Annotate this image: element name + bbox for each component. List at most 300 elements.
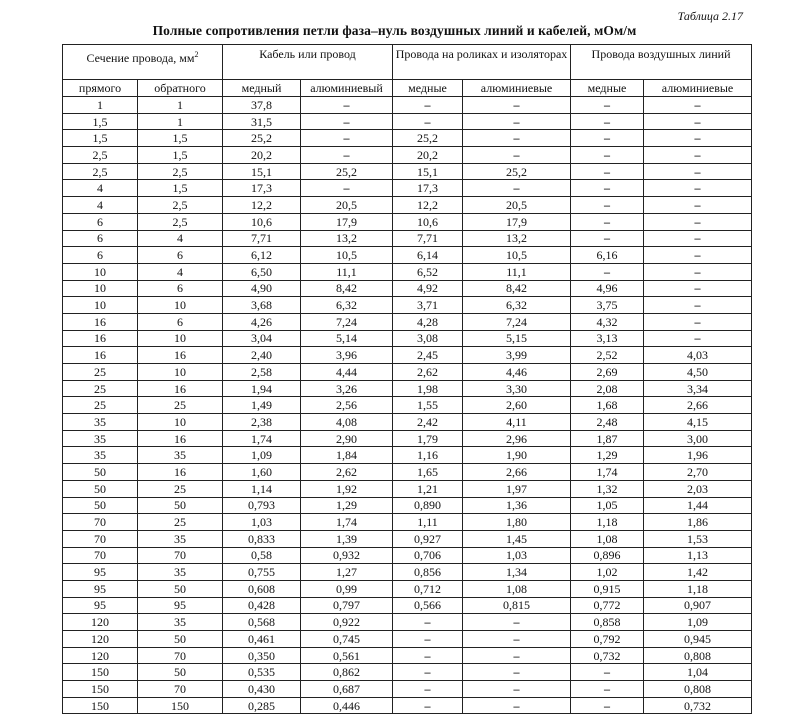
cell-cable-aluminum: 6,32	[301, 297, 393, 314]
table-row	[63, 681, 752, 698]
cell-cable-aluminum: 2,90	[301, 430, 393, 447]
cell-direct: 1,5	[63, 130, 138, 147]
cell-rollers-aluminum: 7,24	[463, 313, 571, 330]
cell-rollers-copper: 0,706	[393, 547, 463, 564]
cell-rollers-copper: 6,52	[393, 263, 463, 280]
cell-cable-aluminum: –	[301, 147, 393, 164]
table-row	[63, 447, 752, 464]
cell-cable-copper: 1,49	[223, 397, 301, 414]
cell-cable-copper: 31,5	[223, 113, 301, 130]
cell-cable-aluminum: 1,92	[301, 480, 393, 497]
cell-cable-copper: 15,1	[223, 163, 301, 180]
cell-rollers-aluminum: –	[463, 664, 571, 681]
table-row	[63, 514, 752, 531]
cell-cable-copper: 7,71	[223, 230, 301, 247]
cell-direct: 2,5	[63, 147, 138, 164]
cell-rollers-copper: 0,890	[393, 497, 463, 514]
cell-overhead-aluminum: 2,66	[644, 397, 752, 414]
header-rollers-aluminum: алюминиевые	[463, 80, 571, 97]
cell-rollers-copper: 3,08	[393, 330, 463, 347]
cell-rollers-aluminum: –	[463, 147, 571, 164]
table-row	[63, 664, 752, 681]
cell-return: 10	[138, 330, 223, 347]
cell-overhead-copper: –	[571, 163, 644, 180]
table-title: Полные сопротивления петли фаза–нуль воздушных линий и кабелей, мОм/м	[152, 23, 637, 38]
cell-cable-copper: 17,3	[223, 180, 301, 197]
cell-overhead-copper: –	[571, 147, 644, 164]
cell-rollers-copper: 12,2	[393, 197, 463, 214]
cell-rollers-aluminum: –	[463, 647, 571, 664]
cell-overhead-aluminum: –	[644, 247, 752, 264]
cell-overhead-copper: 6,16	[571, 247, 644, 264]
cell-rollers-aluminum: 3,99	[463, 347, 571, 364]
header-cable-copper: медный	[223, 80, 301, 97]
cell-cable-copper: 0,58	[223, 547, 301, 564]
cell-cable-copper: 1,03	[223, 514, 301, 531]
cell-direct: 4	[63, 197, 138, 214]
cell-cable-copper: 1,74	[223, 430, 301, 447]
cell-rollers-aluminum: 11,1	[463, 263, 571, 280]
cell-cable-copper: 0,430	[223, 681, 301, 698]
cell-cable-aluminum: 8,42	[301, 280, 393, 297]
cell-cable-aluminum: 25,2	[301, 163, 393, 180]
header-row-groups	[63, 45, 752, 80]
cell-cable-aluminum: 0,797	[301, 597, 393, 614]
cell-cable-aluminum: –	[301, 180, 393, 197]
cell-rollers-copper: 0,712	[393, 580, 463, 597]
cell-cable-copper: 0,285	[223, 697, 301, 714]
cell-overhead-aluminum: 4,15	[644, 414, 752, 431]
cell-cable-aluminum: –	[301, 130, 393, 147]
cell-overhead-copper: –	[571, 180, 644, 197]
cell-rollers-aluminum: 1,36	[463, 497, 571, 514]
cell-return: 50	[138, 497, 223, 514]
cell-direct: 1	[63, 97, 138, 114]
cell-direct: 10	[63, 280, 138, 297]
cell-cable-aluminum: 10,5	[301, 247, 393, 264]
cell-return: 50	[138, 631, 223, 648]
header-cross-section: Сечение провода, $мм^2$	[63, 45, 223, 80]
cell-rollers-aluminum: 1,90	[463, 447, 571, 464]
cell-rollers-copper: 2,42	[393, 414, 463, 431]
cell-cable-aluminum: 4,44	[301, 364, 393, 381]
cell-direct: 150	[63, 697, 138, 714]
cell-overhead-aluminum: 4,03	[644, 347, 752, 364]
cell-return: 35	[138, 564, 223, 581]
table-row	[63, 497, 752, 514]
cell-overhead-copper: 0,915	[571, 580, 644, 597]
cell-rollers-copper: –	[393, 664, 463, 681]
cell-return: 150	[138, 697, 223, 714]
cell-rollers-copper: 4,92	[393, 280, 463, 297]
cell-rollers-aluminum: 4,46	[463, 364, 571, 381]
cell-direct: 150	[63, 681, 138, 698]
cell-cable-copper: 6,50	[223, 263, 301, 280]
cell-rollers-copper: –	[393, 647, 463, 664]
cell-direct: 1,5	[63, 113, 138, 130]
cell-overhead-aluminum: –	[644, 130, 752, 147]
cell-return: 6	[138, 280, 223, 297]
cell-return: 2,5	[138, 163, 223, 180]
cell-return: 1,5	[138, 130, 223, 147]
cell-overhead-aluminum: –	[644, 330, 752, 347]
cell-return: 25	[138, 397, 223, 414]
cell-direct: 120	[63, 647, 138, 664]
cell-overhead-copper: 3,75	[571, 297, 644, 314]
cell-direct: 35	[63, 447, 138, 464]
table-row	[63, 397, 752, 414]
cell-rollers-aluminum: 2,60	[463, 397, 571, 414]
cell-cable-aluminum: 2,62	[301, 464, 393, 481]
table-row	[63, 647, 752, 664]
cell-overhead-copper: 1,18	[571, 514, 644, 531]
cell-direct: 6	[63, 213, 138, 230]
cell-cable-copper: 0,535	[223, 664, 301, 681]
cell-rollers-aluminum: 17,9	[463, 213, 571, 230]
table-row	[63, 280, 752, 297]
cell-cable-copper: 3,68	[223, 297, 301, 314]
cell-rollers-copper: 0,927	[393, 530, 463, 547]
table-row	[63, 580, 752, 597]
cell-return: 70	[138, 681, 223, 698]
cell-direct: 95	[63, 564, 138, 581]
cell-rollers-aluminum: 13,2	[463, 230, 571, 247]
cell-rollers-copper: 15,1	[393, 163, 463, 180]
cell-direct: 10	[63, 297, 138, 314]
cell-rollers-copper: 10,6	[393, 213, 463, 230]
table-row	[63, 213, 752, 230]
cell-direct: 120	[63, 631, 138, 648]
cell-rollers-aluminum: –	[463, 113, 571, 130]
cell-cable-aluminum: 0,745	[301, 631, 393, 648]
cell-direct: 70	[63, 547, 138, 564]
cell-cable-aluminum: 4,08	[301, 414, 393, 431]
cell-return: 1	[138, 97, 223, 114]
header-cable-or-wire: Кабель или провод	[223, 45, 393, 80]
cell-cable-aluminum: 0,922	[301, 614, 393, 631]
table-row	[63, 697, 752, 714]
cell-rollers-aluminum: 8,42	[463, 280, 571, 297]
table-row	[63, 480, 752, 497]
cell-cable-aluminum: 11,1	[301, 263, 393, 280]
cell-return: 50	[138, 664, 223, 681]
cell-rollers-copper: 7,71	[393, 230, 463, 247]
cell-return: 35	[138, 530, 223, 547]
cell-rollers-aluminum: –	[463, 631, 571, 648]
cell-return: 16	[138, 347, 223, 364]
cell-rollers-aluminum: 5,15	[463, 330, 571, 347]
cell-overhead-copper: 1,08	[571, 530, 644, 547]
cell-overhead-aluminum: 0,808	[644, 681, 752, 698]
table-row	[63, 430, 752, 447]
cell-return: 16	[138, 464, 223, 481]
header-cable-aluminum: алюминиевый	[301, 80, 393, 97]
cell-rollers-aluminum: 10,5	[463, 247, 571, 264]
cell-overhead-aluminum: 1,96	[644, 447, 752, 464]
cell-rollers-copper: 1,79	[393, 430, 463, 447]
cell-overhead-aluminum: 1,04	[644, 664, 752, 681]
cell-cable-copper: 0,568	[223, 614, 301, 631]
cell-return: 1,5	[138, 180, 223, 197]
cell-rollers-aluminum: 2,96	[463, 430, 571, 447]
cell-cable-aluminum: 5,14	[301, 330, 393, 347]
cell-cable-copper: 1,60	[223, 464, 301, 481]
header-wires-on-rollers: Провода на роликах и изоляторах	[393, 45, 571, 80]
cell-overhead-copper: 0,732	[571, 647, 644, 664]
cell-cable-copper: 0,755	[223, 564, 301, 581]
cell-overhead-aluminum: 1,86	[644, 514, 752, 531]
cell-cable-copper: 20,2	[223, 147, 301, 164]
cell-overhead-aluminum: –	[644, 297, 752, 314]
cell-direct: 95	[63, 580, 138, 597]
header-row-sub	[63, 80, 752, 97]
table-row	[63, 631, 752, 648]
cell-overhead-aluminum: –	[644, 163, 752, 180]
cell-overhead-copper: 4,32	[571, 313, 644, 330]
cell-overhead-aluminum: 0,808	[644, 647, 752, 664]
cell-rollers-aluminum: 1,97	[463, 480, 571, 497]
cell-rollers-copper: 1,11	[393, 514, 463, 531]
cell-rollers-copper: 6,14	[393, 247, 463, 264]
cell-return: 10	[138, 364, 223, 381]
cell-rollers-aluminum: –	[463, 697, 571, 714]
cell-direct: 70	[63, 514, 138, 531]
cell-rollers-copper: 2,45	[393, 347, 463, 364]
table-row	[63, 347, 752, 364]
table-body	[63, 97, 752, 714]
cell-direct: 2,5	[63, 163, 138, 180]
cell-return: 70	[138, 647, 223, 664]
cell-return: 16	[138, 380, 223, 397]
cell-cable-aluminum: 0,687	[301, 681, 393, 698]
table-row	[63, 180, 752, 197]
table-row	[63, 564, 752, 581]
cell-direct: 16	[63, 313, 138, 330]
cell-rollers-aluminum: –	[463, 180, 571, 197]
table-row	[63, 97, 752, 114]
cell-rollers-copper: 20,2	[393, 147, 463, 164]
table-row	[63, 547, 752, 564]
cell-cable-copper: 0,608	[223, 580, 301, 597]
cell-overhead-aluminum: 0,945	[644, 631, 752, 648]
table-row	[63, 380, 752, 397]
cell-cable-aluminum: 17,9	[301, 213, 393, 230]
cell-overhead-aluminum: –	[644, 147, 752, 164]
cell-rollers-aluminum: 1,03	[463, 547, 571, 564]
table-row	[63, 147, 752, 164]
cell-overhead-copper: 3,13	[571, 330, 644, 347]
cell-direct: 6	[63, 247, 138, 264]
cell-cable-copper: 37,8	[223, 97, 301, 114]
cell-return: 25	[138, 514, 223, 531]
cell-cable-aluminum: –	[301, 113, 393, 130]
cell-overhead-aluminum: –	[644, 263, 752, 280]
cell-return: 1,5	[138, 147, 223, 164]
cell-return: 2,5	[138, 213, 223, 230]
cell-direct: 70	[63, 530, 138, 547]
cell-cable-copper: 12,2	[223, 197, 301, 214]
cell-rollers-aluminum: 0,815	[463, 597, 571, 614]
table-row	[63, 597, 752, 614]
cell-direct: 25	[63, 364, 138, 381]
cell-overhead-aluminum: 0,907	[644, 597, 752, 614]
cell-cable-aluminum: 1,84	[301, 447, 393, 464]
table-row	[63, 297, 752, 314]
cell-rollers-copper: –	[393, 113, 463, 130]
cell-overhead-copper: 1,87	[571, 430, 644, 447]
cell-overhead-aluminum: –	[644, 213, 752, 230]
cell-cable-aluminum: 1,29	[301, 497, 393, 514]
cell-overhead-aluminum: –	[644, 113, 752, 130]
cell-overhead-copper: 2,52	[571, 347, 644, 364]
cell-overhead-aluminum: 3,34	[644, 380, 752, 397]
cell-rollers-aluminum: –	[463, 130, 571, 147]
cell-cable-copper: 2,38	[223, 414, 301, 431]
cell-rollers-copper: 17,3	[393, 180, 463, 197]
cell-rollers-aluminum: 6,32	[463, 297, 571, 314]
cell-direct: 50	[63, 480, 138, 497]
cell-cable-aluminum: 3,96	[301, 347, 393, 364]
cell-overhead-copper: 1,32	[571, 480, 644, 497]
cell-cable-aluminum: 0,932	[301, 547, 393, 564]
cell-overhead-copper: 2,48	[571, 414, 644, 431]
cell-rollers-aluminum: 1,08	[463, 580, 571, 597]
cell-cable-copper: 1,14	[223, 480, 301, 497]
cell-return: 70	[138, 547, 223, 564]
cell-overhead-copper: 0,896	[571, 547, 644, 564]
cell-rollers-aluminum: –	[463, 681, 571, 698]
cell-return: 10	[138, 414, 223, 431]
table-row	[63, 130, 752, 147]
cell-rollers-aluminum: –	[463, 614, 571, 631]
cell-overhead-aluminum: 3,00	[644, 430, 752, 447]
cell-rollers-aluminum: 4,11	[463, 414, 571, 431]
table-row	[63, 364, 752, 381]
cell-direct: 95	[63, 597, 138, 614]
cell-cable-copper: 2,58	[223, 364, 301, 381]
header-direct: прямого	[63, 80, 138, 97]
cell-rollers-aluminum: 25,2	[463, 163, 571, 180]
cell-direct: 6	[63, 230, 138, 247]
cell-cable-copper: 0,793	[223, 497, 301, 514]
cell-rollers-copper: 4,28	[393, 313, 463, 330]
cell-rollers-copper: –	[393, 97, 463, 114]
cell-cable-aluminum: 13,2	[301, 230, 393, 247]
cell-cable-copper: 10,6	[223, 213, 301, 230]
cell-rollers-aluminum: 1,34	[463, 564, 571, 581]
cell-overhead-aluminum: 1,13	[644, 547, 752, 564]
cell-cable-aluminum: 0,862	[301, 664, 393, 681]
cell-cable-copper: 4,90	[223, 280, 301, 297]
cell-overhead-copper: 2,69	[571, 364, 644, 381]
cell-cable-copper: 0,428	[223, 597, 301, 614]
cell-overhead-copper: 0,772	[571, 597, 644, 614]
cell-direct: 50	[63, 464, 138, 481]
cell-return: 50	[138, 580, 223, 597]
cell-return: 4	[138, 230, 223, 247]
cell-rollers-copper: 1,55	[393, 397, 463, 414]
table-row	[63, 247, 752, 264]
cell-rollers-aluminum: 2,66	[463, 464, 571, 481]
cell-cable-aluminum: 2,56	[301, 397, 393, 414]
table-row	[63, 414, 752, 431]
cell-overhead-aluminum: 1,53	[644, 530, 752, 547]
table-row	[63, 313, 752, 330]
cell-return: 4	[138, 263, 223, 280]
cell-overhead-copper: 0,792	[571, 631, 644, 648]
cell-overhead-copper: 2,08	[571, 380, 644, 397]
header-return: обратного	[138, 80, 223, 97]
cell-overhead-copper: 1,02	[571, 564, 644, 581]
cell-overhead-aluminum: 0,732	[644, 697, 752, 714]
cell-cable-aluminum: 1,74	[301, 514, 393, 531]
cell-rollers-copper: 0,856	[393, 564, 463, 581]
cell-overhead-aluminum: 1,09	[644, 614, 752, 631]
table-row	[63, 263, 752, 280]
cell-rollers-copper: 1,16	[393, 447, 463, 464]
cell-cable-aluminum: 0,99	[301, 580, 393, 597]
cell-rollers-copper: 25,2	[393, 130, 463, 147]
cell-cable-aluminum: 0,561	[301, 647, 393, 664]
cell-cable-aluminum: 7,24	[301, 313, 393, 330]
cell-rollers-copper: –	[393, 614, 463, 631]
table-number-label: Таблица 2.17	[677, 9, 743, 23]
cell-cable-aluminum: 1,39	[301, 530, 393, 547]
cell-overhead-aluminum: 1,18	[644, 580, 752, 597]
cell-cable-aluminum: 0,446	[301, 697, 393, 714]
header-overhead-copper: медные	[571, 80, 644, 97]
cell-overhead-aluminum: –	[644, 180, 752, 197]
cell-cable-copper: 25,2	[223, 130, 301, 147]
cell-cable-copper: 0,350	[223, 647, 301, 664]
table-row	[63, 113, 752, 130]
cell-overhead-copper: 0,858	[571, 614, 644, 631]
table-row	[63, 530, 752, 547]
cell-direct: 150	[63, 664, 138, 681]
cell-return: 16	[138, 430, 223, 447]
cell-rollers-copper: 3,71	[393, 297, 463, 314]
table-row	[63, 330, 752, 347]
cell-overhead-aluminum: –	[644, 97, 752, 114]
cell-return: 6	[138, 247, 223, 264]
cell-overhead-aluminum: 2,03	[644, 480, 752, 497]
cell-overhead-copper: 1,74	[571, 464, 644, 481]
cell-overhead-copper: –	[571, 213, 644, 230]
cell-direct: 4	[63, 180, 138, 197]
cell-cable-copper: 0,461	[223, 631, 301, 648]
cell-direct: 25	[63, 380, 138, 397]
cell-direct: 35	[63, 430, 138, 447]
cell-overhead-copper: 1,29	[571, 447, 644, 464]
cell-rollers-copper: –	[393, 697, 463, 714]
cell-rollers-aluminum: –	[463, 97, 571, 114]
cell-overhead-copper: –	[571, 197, 644, 214]
cell-overhead-copper: –	[571, 230, 644, 247]
cell-overhead-copper: –	[571, 664, 644, 681]
cell-cable-copper: 1,09	[223, 447, 301, 464]
cell-cable-aluminum: 20,5	[301, 197, 393, 214]
cell-cable-copper: 4,26	[223, 313, 301, 330]
table-row	[63, 464, 752, 481]
table-row	[63, 163, 752, 180]
cell-rollers-aluminum: 1,80	[463, 514, 571, 531]
cell-rollers-copper: 0,566	[393, 597, 463, 614]
cell-direct: 10	[63, 263, 138, 280]
cell-return: 95	[138, 597, 223, 614]
cell-return: 6	[138, 313, 223, 330]
cell-return: 1	[138, 113, 223, 130]
cell-cable-copper: 0,833	[223, 530, 301, 547]
